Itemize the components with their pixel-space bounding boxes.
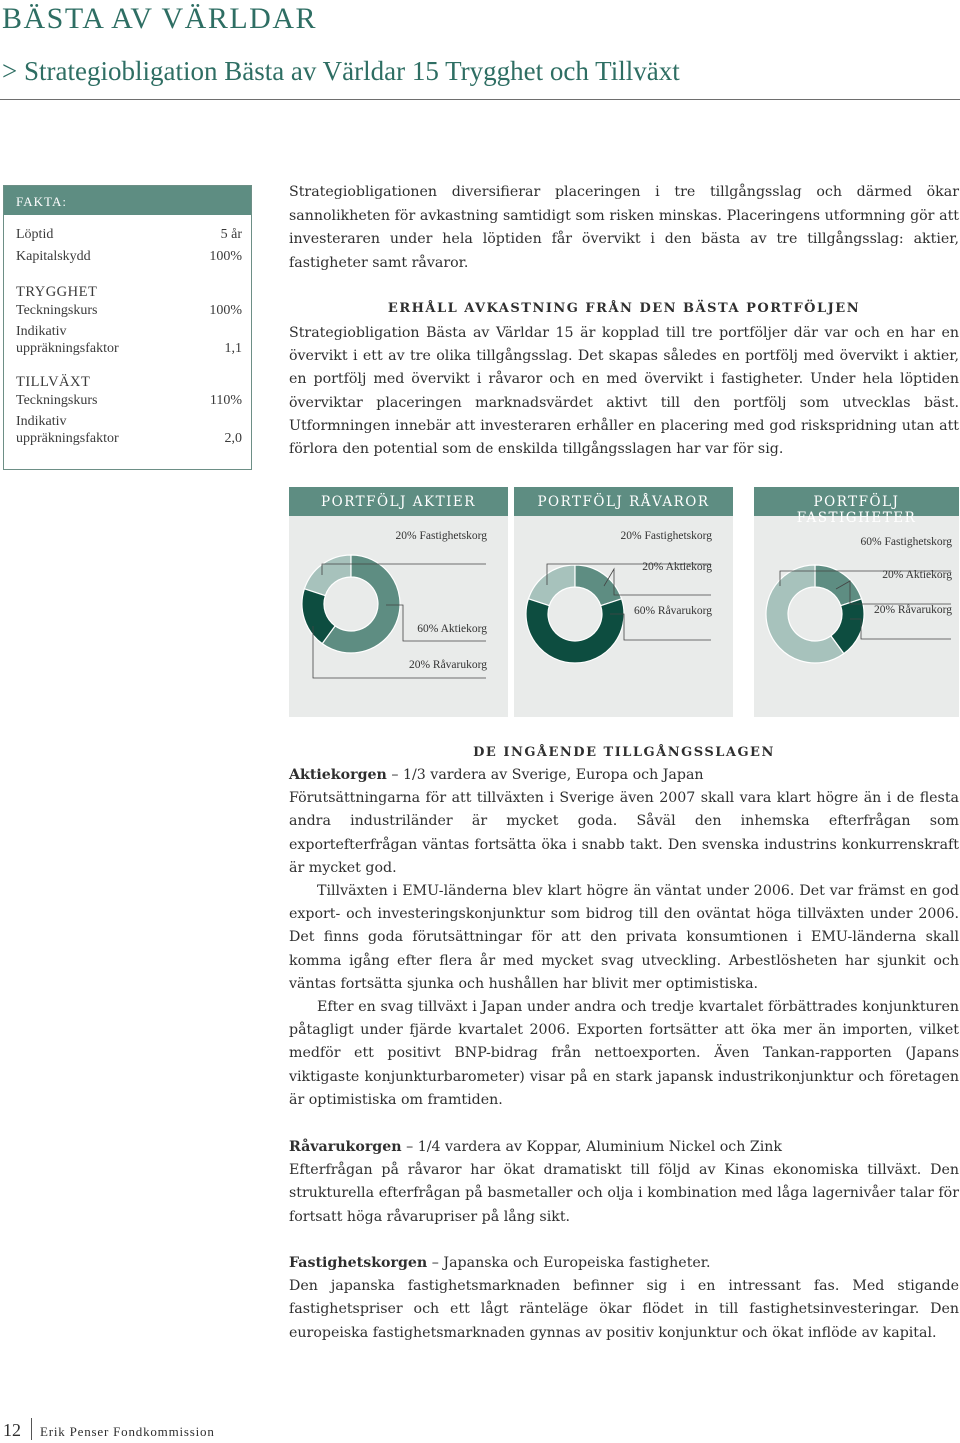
facts-box <box>3 185 252 470</box>
page-number: 12 <box>3 1420 21 1440</box>
facts-label: Kapitalskydd <box>16 249 91 264</box>
footer-firm: Erik Penser Fondkommission <box>40 1424 215 1439</box>
facts-trygghet-heading: TRYGGHET <box>16 284 98 300</box>
slice-label: 20% Råvarukorg <box>408 659 487 671</box>
panel-fastigheter <box>754 487 959 717</box>
facts-value: 2,0 <box>224 431 242 446</box>
facts-value: 100% <box>209 303 242 318</box>
fastighet-subtitle: – Japanska och Europeiska fastigheter. <box>427 1255 711 1271</box>
slice-label: 60% Fastighetskorg <box>860 536 952 548</box>
slice-label: 20% Fastighetskorg <box>395 530 487 542</box>
facts-value: 110% <box>209 393 242 408</box>
facts-row-kapitalskydd <box>16 248 242 266</box>
facts-row-loptid <box>16 226 242 244</box>
donut-aktier <box>289 516 508 717</box>
footer-divider <box>31 1418 32 1440</box>
leader-line <box>850 619 951 639</box>
donut-slice-fastighetskorg <box>528 565 575 606</box>
slice-label: 20% Aktiekorg <box>642 561 712 573</box>
facts-label: Teckningskurs <box>16 393 98 408</box>
facts-rows <box>16 226 242 448</box>
ravara-paragraph: Efterfrågan på råvaror har ökat dramatiskt till följd av Kinas ekonomiska tillväxt. Den strukturella efterfrågan på basmetaller och olja i kombination med låga lagernivåer talar för fortsatt höga råvarupriser på lång sikt. <box>289 1162 959 1225</box>
facts-label: Teckningskurs <box>16 303 98 318</box>
ravara-subtitle: – 1/4 vardera av Koppar, Aluminium Nickel och Zink <box>401 1139 783 1155</box>
panel-title: PORTFÖLJ RÅVAROR <box>514 487 733 516</box>
facts-value: 100% <box>209 249 242 264</box>
facts-tillvaxt-heading: TILLVÄXT <box>16 374 91 390</box>
panel-aktier <box>289 487 508 717</box>
slice-label: 60% Aktiekorg <box>417 623 487 635</box>
page-subtitle: > Strategiobligation Bästa av Världar 15 Trygghet och Tillväxt <box>2 56 680 86</box>
slice-label: 20% Råvarukorg <box>873 604 952 616</box>
assets-heading: DE INGÅENDE TILLGÅNGSSLAGEN <box>473 745 775 760</box>
fastighet-title-line <box>289 1252 959 1275</box>
facts-heading: FAKTA: <box>4 186 251 215</box>
aktie-title: Aktiekorgen <box>289 767 387 783</box>
section-paragraph: Strategiobligation Bästa av Världar 15 är kopplad till tre portföljer där var och en har en övervikt i ett av tre olika tillgångsslag. Det skapas således en portfölj med övervikt i aktier, en portfölj med övervikt i råvaror och en med övervikt i fastigheter. Under hela löptiden överviktar placeringen marknadsvärdet aktivt till den portfölj som utvecklas bäst. Utformningen innebär att investeraren erhåller en placering med god riskspridning utan att förlora den potential som de enskilda tillgångsslagen har var för sig. <box>289 325 959 458</box>
panel-ravaror <box>514 487 733 717</box>
fastighet-block <box>289 1252 959 1345</box>
facts-value: 1,1 <box>224 341 242 356</box>
facts-row-tillvaxt-factor <box>16 430 242 448</box>
intro-paragraph: Strategiobligationen diversifierar placeringen i tre tillgångsslag och därmed ökar sannolikheten för avkastning samtidigt som risken minskas. Placeringens utformning gör att investeraren under hela löptiden får övervikt i den bästa av tre tillgångsslag: aktier, fastigheter samt råvaror. <box>289 184 959 271</box>
aktie-paragraph: Efter en svag tillväxt i Japan under andra och tredje kvartalet förbättrades konjunkturen påtagligt under fjärde kvartalet 2006. Exporten fortsätter att öka mer än importen, vilket medför ett positivt BNP-bidrag från nettoexporten. Även Tankan-rapporten (Japans viktigaste konjunkturbarometer) visar på en stark japansk industrikonjunktur och företagen är optimistiska om framtiden. <box>289 999 959 1108</box>
aktie-paragraph: Tillväxten i EMU-länderna blev klart högre än väntat under 2006. Det var främst en god export- och investeringskonjunktur som bidrog till den oväntat höga tillväxten under 2006. Det finns goda förutsättningar för att den privata konsumtionen i EMU-länderna skall komma igång efter flera år med mycket svag utveckling. Arbestlösheten har sjunkit och väntas fortsätta sjunka och hushållen har blivit mer optimistiska. <box>289 883 959 992</box>
header-divider <box>0 99 960 100</box>
leader-line <box>610 614 711 640</box>
aktie-title-line <box>289 764 959 787</box>
panel-title: PORTFÖLJ FASTIGHETER <box>754 487 959 516</box>
facts-label: Indikativ <box>16 414 67 429</box>
page-title: BÄSTA AV VÄRLDAR <box>2 2 318 35</box>
fastighet-paragraph: Den japanska fastighetsmarknaden befinner sig i en intressant fas. Med stigande fastighetspriser och ett lågt ränteläge ökar flödet in till fastighetsinvesteringar. Den europeiska fastighetsmarknaden gynnas av positiv konjunktur och ökat inflöde av kapital. <box>289 1278 959 1341</box>
section-heading: ERHÅLL AVKASTNING FRÅN DEN BÄSTA PORTFÖLJEN <box>387 301 861 316</box>
panel-title: PORTFÖLJ AKTIER <box>289 487 508 516</box>
facts-row-trygghet-factor <box>16 340 242 358</box>
donut-slice-aktiekorg <box>575 565 622 606</box>
facts-row-trygghet-course <box>16 302 242 320</box>
aktie-block <box>289 764 959 1112</box>
page-footer <box>3 1418 215 1441</box>
facts-label: uppräkningsfaktor <box>16 341 119 356</box>
slice-label: 20% Aktiekorg <box>882 569 952 581</box>
donut-slice-råvarukorg <box>526 599 624 663</box>
fastighet-title: Fastighetskorgen <box>289 1255 428 1271</box>
facts-label: Löptid <box>16 227 54 242</box>
facts-label: uppräkningsfaktor <box>16 431 119 446</box>
facts-row-tillvaxt-course <box>16 392 242 410</box>
donut-slice-fastighetskorg <box>304 555 351 596</box>
ravara-block <box>289 1136 959 1229</box>
ravara-title-line <box>289 1136 959 1159</box>
aktie-paragraph: Förutsättningarna för att tillväxten i Sverige även 2007 skall vara klart högre än i de flesta andra industriländer är mycket goda. Såväl den inhemska efterfrågan som exportefterfrågan väntas fortsätta öka i snabb takt. Den svenska industrins konkurrenskraft är mycket god. <box>289 790 959 876</box>
ravara-title: Råvarukorgen <box>289 1139 402 1155</box>
slice-label: 60% Råvarukorg <box>633 605 712 617</box>
facts-value: 5 år <box>220 227 242 242</box>
aktie-subtitle: – 1/3 vardera av Sverige, Europa och Japan <box>386 767 704 783</box>
facts-label: Indikativ <box>16 324 67 339</box>
slice-label: 20% Fastighetskorg <box>620 530 712 542</box>
